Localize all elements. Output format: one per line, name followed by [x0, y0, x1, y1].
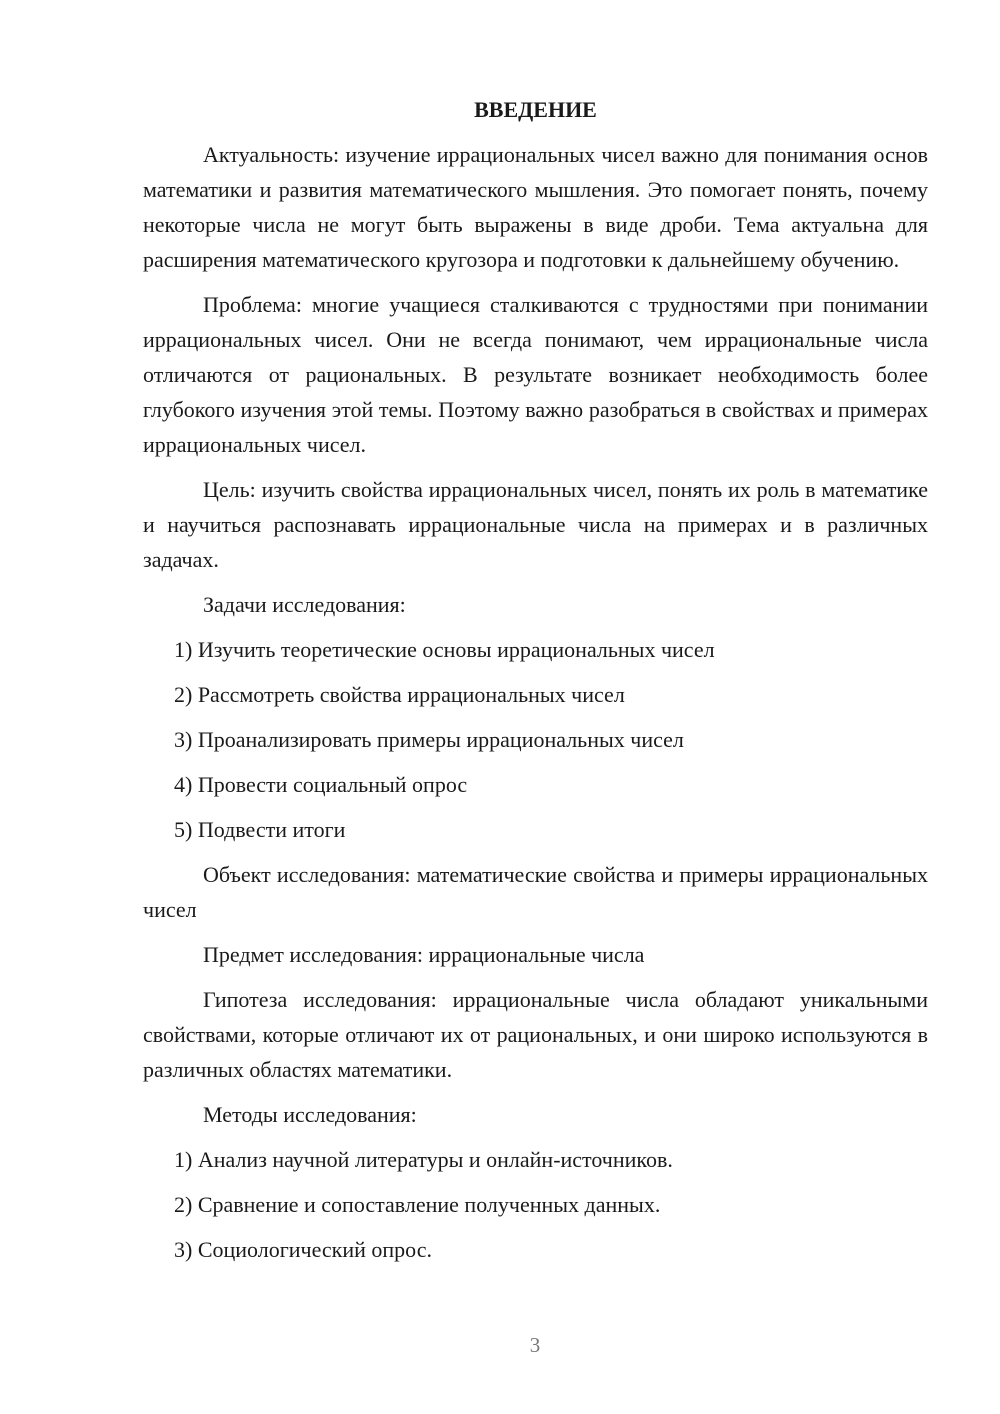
goal-paragraph: Цель: изучить свойства иррациональных чисел, понять их роль в математике и научиться распознавать иррациональные числа на примерах и в различных задачах.	[143, 477, 928, 572]
object-paragraph: Объект исследования: математические свойства и примеры иррациональных чисел	[143, 862, 928, 922]
problem-paragraph: Проблема: многие учащиеся сталкиваются с трудностями при понимании иррациональных чисел. Они не всегда понимают, чем иррациональные числа отличаются от рациональных. В результате возникает необходимость более глубокого изучения этой темы. Поэтому важно разобраться в свойствах и примерах иррациональных чисел.	[143, 292, 928, 457]
task-item: 3) Проанализировать примеры иррациональных чисел	[174, 727, 684, 752]
task-item: 2) Рассмотреть свойства иррациональных чисел	[174, 682, 625, 707]
hypothesis-paragraph: Гипотеза исследования: иррациональные числа обладают уникальными свойствами, которые отличают их от рациональных, и они широко используются в различных областях математики.	[143, 987, 928, 1082]
tasks-heading: Задачи исследования:	[203, 592, 406, 617]
method-item: 2) Сравнение и сопоставление полученных данных.	[174, 1192, 661, 1217]
subject-paragraph: Предмет исследования: иррациональные числа	[203, 942, 645, 967]
method-item: 3) Социологический опрос.	[174, 1237, 432, 1262]
relevance-paragraph: Актуальность: изучение иррациональных чисел важно для понимания основ математики и развития математического мышления. Это помогает понять, почему некоторые числа не могут быть выражены в виде дроби. Тема актуальна для расширения математического кругозора и подготовки к дальнейшему обучению.	[143, 142, 928, 272]
document-body	[143, 92, 928, 1277]
methods-heading: Методы исследования:	[203, 1102, 417, 1127]
document-title: ВВЕДЕНИЕ	[474, 97, 597, 122]
task-item: 4) Провести социальный опрос	[174, 772, 468, 797]
page-number: 3	[529, 1333, 541, 1357]
task-item: 1) Изучить теоретические основы иррациональных чисел	[174, 637, 715, 662]
task-item: 5) Подвести итоги	[174, 817, 346, 842]
method-item: 1) Анализ научной литературы и онлайн-источников.	[174, 1147, 673, 1172]
